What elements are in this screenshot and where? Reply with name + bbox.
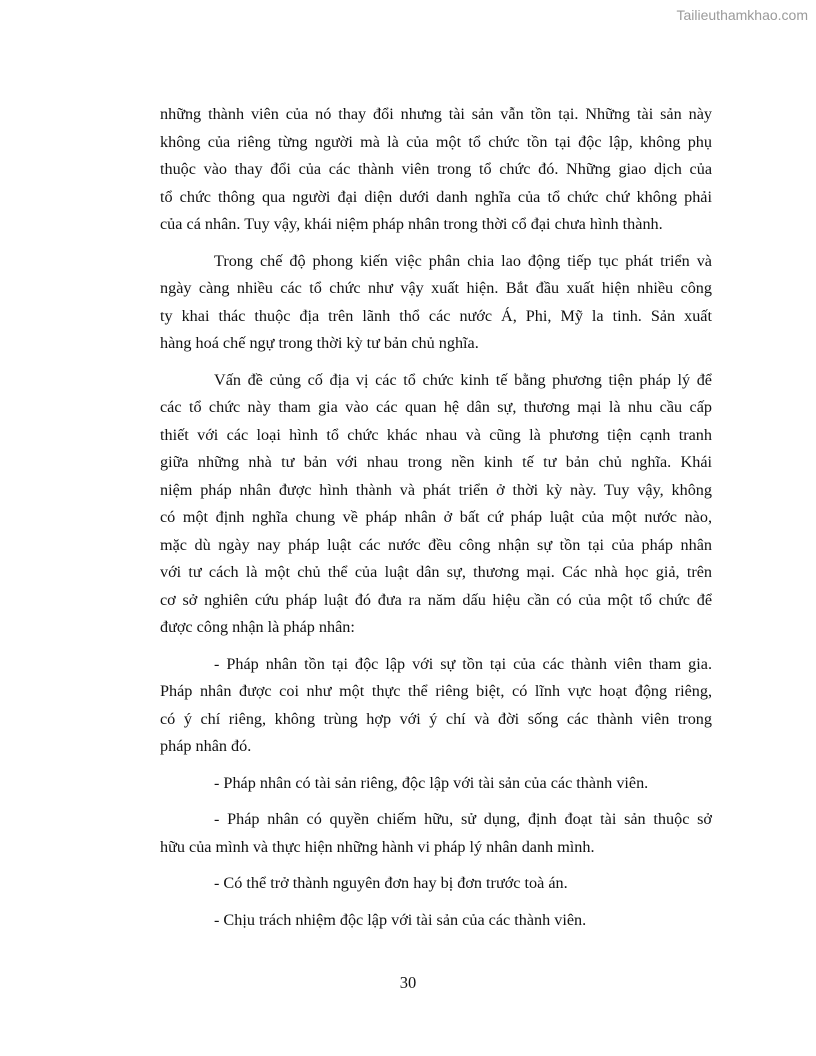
text-line: có một định nghĩa chung về pháp nhân ở bất cứ pháp luật của một nước nào,	[160, 508, 712, 526]
paragraph	[160, 907, 712, 935]
text-line: giữa những nhà tư bản với nhau trong nền kinh tế tư bản chủ nghĩa. Khái	[160, 453, 712, 471]
text-line: - Có thể trở thành nguyên đơn hay bị đơn trước toà án.	[214, 874, 568, 892]
paragraph	[160, 870, 712, 898]
document-body	[160, 101, 712, 943]
text-line: pháp nhân đó.	[160, 737, 252, 755]
text-line: Pháp nhân được coi như một thực thể riêng biệt, có lĩnh vực hoạt động riêng,	[160, 682, 712, 700]
text-line: các tổ chức này tham gia vào các quan hệ dân sự, thương mại là nhu cầu cấp	[160, 398, 712, 416]
text-line: niệm pháp nhân được hình thành và phát triển ở thời kỳ này. Tuy vậy, không	[160, 480, 712, 499]
text-line: - Pháp nhân tồn tại độc lập với sự tồn tại của các thành viên tham gia.	[214, 654, 712, 673]
text-line: của cá nhân. Tuy vậy, khái niệm pháp nhân trong thời cổ đại chưa hình thành.	[160, 215, 663, 233]
text-line: với tư cách là một chủ thể của luật dân sự, thương mại. Các nhà học giả, trên	[160, 563, 712, 581]
text-line: tổ chức thông qua người đại diện dưới danh nghĩa của tổ chức chứ không phải	[160, 187, 712, 206]
text-line: Trong chế độ phong kiến việc phân chia lao động tiếp tục phát triển và	[214, 251, 712, 270]
text-line: ngày càng nhiều các tổ chức như vậy xuất hiện. Bắt đầu xuất hiện nhiều công	[160, 279, 712, 297]
text-line: ty khai thác thuộc địa trên lãnh thổ các nước Á, Phi, Mỹ la tinh. Sản xuất	[160, 306, 712, 325]
text-line: hàng hoá chế ngự trong thời kỳ tư bản chủ nghĩa.	[160, 334, 479, 352]
text-line: thuộc vào thay đổi của các thành viên trong tổ chức đó. Những giao dịch của	[160, 160, 712, 178]
text-line: - Pháp nhân có tài sản riêng, độc lập với tài sản của các thành viên.	[214, 773, 649, 792]
text-line: Vấn đề củng cố địa vị các tổ chức kinh tế bằng phương tiện pháp lý để	[214, 370, 712, 389]
text-line: không của riêng từng người mà là của một tổ chức tồn tại độc lập, không phụ	[160, 132, 712, 151]
text-line: có ý chí riêng, không trùng hợp với ý chí và đời sống các thành viên trong	[160, 709, 712, 728]
text-line: - Pháp nhân có quyền chiếm hữu, sử dụng, định đoạt tài sản thuộc sở	[214, 810, 712, 828]
paragraph	[160, 770, 712, 798]
watermark: Tailieuthamkhao.com	[676, 7, 808, 23]
paragraph	[160, 367, 712, 642]
paragraph	[160, 806, 712, 861]
text-line: những thành viên của nó thay đổi nhưng tài sản vẫn tồn tại. Những tài sản này	[160, 105, 712, 123]
text-line: mặc dù ngày nay pháp luật các nước đều công nhận sự tồn tại của pháp nhân	[160, 535, 712, 554]
paragraph	[160, 651, 712, 761]
paragraph	[160, 101, 712, 239]
paragraph	[160, 248, 712, 358]
page-number: 30	[399, 973, 417, 992]
text-line: - Chịu trách nhiệm độc lập với tài sản của các thành viên.	[214, 910, 587, 929]
text-line: được công nhận là pháp nhân:	[160, 618, 355, 636]
text-line: cơ sở nghiên cứu pháp luật đó đưa ra năm dấu hiệu cần có của một tổ chức để	[160, 590, 712, 609]
text-line: thiết với các loại hình tổ chức khác nhau và cũng là phương tiện cạnh tranh	[160, 425, 712, 444]
text-line: hữu của mình và thực hiện những hành vi pháp lý nhân danh mình.	[160, 837, 595, 856]
